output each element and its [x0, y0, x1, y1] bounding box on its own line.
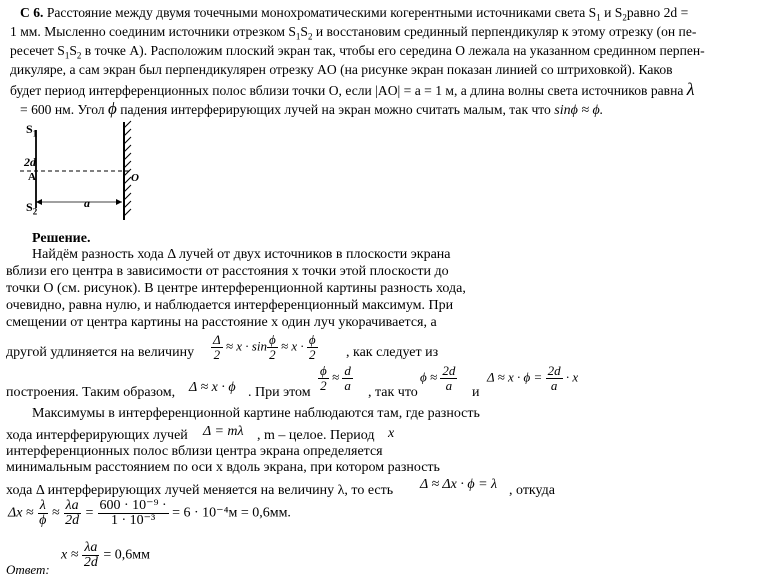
- label-s1: $S_1$: [26, 122, 38, 139]
- problem-text: и восстановим срединный перпендикуляр к этому отрезку (он пе-: [312, 24, 697, 39]
- solution-line: точки O (см. рисунок). В центре интерференционной картины разность хода,: [6, 281, 466, 296]
- solution-line: вблизи его центра в зависимости от расстояния x точки этой плоскости до: [6, 264, 449, 279]
- problem-text: = 600 нм. Угол: [20, 102, 105, 117]
- problem-text: в точке A). Расположим плоский экран так, чтобы его середина O лежала на указанном срединном перпен-: [81, 43, 705, 58]
- solution-line: построения. Таким образом,: [6, 385, 176, 400]
- solution-line: очевидно, равна нулю, и наблюдается интерференционный максимум. При: [6, 298, 454, 313]
- problem-line-2: 1 мм. Мысленно соединим источники отрезком $S_1S_2$ и восстановим срединный перпендикуляр к этому отрезку (он пе-: [10, 24, 697, 42]
- solution-line: и: [472, 385, 480, 400]
- problem-text: будет период интерференционных полос вблизи точки O, если |AO| = a = 1 м, а длина волны света источников равна: [10, 83, 684, 98]
- problem-text: и S: [600, 5, 623, 20]
- label-s2: $S_2$: [26, 200, 38, 217]
- solution-line: минимальным расстоянием по оси x вдоль экрана, при котором разность: [6, 460, 440, 475]
- formula-maxima: Δ = mλ: [203, 424, 244, 439]
- problem-text: 1 мм. Мысленно соединим источники отрезком S: [10, 24, 296, 39]
- solution-line: , как следует из: [346, 345, 439, 360]
- formula-phi: ϕ ≈ $\frac{2d}{a}$: [420, 363, 456, 393]
- formula-delta-half: $\frac{\Delta}{2}$ ≈ x · sin $\frac{\phi}{2}$ ≈ x · $\frac{\phi}{2}$: [213, 332, 316, 362]
- solution-line: , m – целое. Период: [257, 428, 375, 443]
- problem-text: Расстояние между двумя точечными монохроматическими когерентными источниками света S: [46, 5, 597, 20]
- problem-line-3: ресечет $S_1S_2$ в точке A). Расположим плоский экран так, чтобы его середина O лежала на указанном срединном перпен-: [10, 43, 705, 61]
- solution-line: . При этом: [248, 385, 311, 400]
- var-x: x: [388, 426, 395, 441]
- solution-line: хода Δ интерферирующих лучей меняется на величину λ, то есть: [6, 483, 394, 498]
- answer-value: = 0,6мм: [103, 547, 151, 563]
- formula-phi-half: $\frac{\phi}{2}$ ≈ $\frac{d}{a}$: [320, 363, 351, 393]
- solution-line: интерференционных полос вблизи центра экрана определяется: [6, 444, 383, 459]
- solution-title: Решение.: [32, 231, 91, 246]
- phi-symbol: ϕ: [108, 99, 117, 118]
- formula-delta-x: Δ ≈ x · ϕ = $\frac{2d}{a}$ · x: [487, 363, 579, 393]
- solution-line: Найдём разность хода Δ лучей от двух источников в плоскости экрана: [32, 247, 451, 262]
- solution-line: другой удлиняется на величину: [6, 345, 195, 360]
- screen-hatching: [124, 121, 131, 216]
- solution-line: смещении от центра картины на расстояние x один луч укорачивается, а: [6, 315, 437, 330]
- label-distance-a: a: [84, 196, 90, 210]
- solution-line: хода интерферирующих лучей: [6, 428, 188, 443]
- problem-line-4: дикуляре, а сам экран был перпендикулярен отрезку AO (на рисунке экран показан линией со штриховкой). Каков: [10, 62, 673, 77]
- label-o-point: O: [131, 172, 139, 184]
- problem-line-6: [20, 100, 603, 120]
- formula-result: Δx ≈ $\frac{\lambda}{\phi}$ ≈ $\frac{\lambda a}{2d}$ = $\frac{\text{600 · 10⁻⁹ ·}}{\text{1 · 10⁻³}}$ = 6 · 10⁻⁴м = 0,6мм.: [8, 498, 291, 528]
- formula-delta: Δ ≈ x · ϕ: [189, 380, 236, 395]
- arrow-head-right: [116, 199, 122, 205]
- problem-text: падения интерферирующих лучей на экран можно считать малым, так что: [120, 102, 551, 117]
- problem-label: С 6.: [20, 5, 44, 20]
- result-value: = 6 · 10⁻⁴м = 0,6мм.: [172, 505, 291, 521]
- problem-text: ресечет S: [10, 43, 65, 58]
- answer-label: Ответ:: [6, 562, 50, 577]
- approx-formula: sinϕ ≈ ϕ.: [554, 103, 604, 118]
- label-a-point: A: [28, 171, 36, 183]
- solution-line: Максимумы в интерференционной картине наблюдаются там, где разность: [32, 406, 480, 421]
- problem-line-1: С 6. Расстояние между двумя точечными монохроматическими когерентными источниками света $S_1$ и $S_2равно$ 2d =: [20, 5, 689, 23]
- solution-line: , откуда: [509, 483, 555, 498]
- problem-text: равно 2d =: [626, 5, 689, 20]
- lambda-symbol: λ: [686, 79, 695, 99]
- formula-period: Δ ≈ Δx · ϕ = λ: [420, 477, 498, 492]
- answer-formula: x ≈ $\frac{\lambda a}{2d}$ = 0,6мм: [61, 540, 151, 570]
- problem-line-5: [10, 80, 695, 100]
- solution-line: , так что: [368, 385, 418, 400]
- label-2d: 2d: [24, 155, 36, 169]
